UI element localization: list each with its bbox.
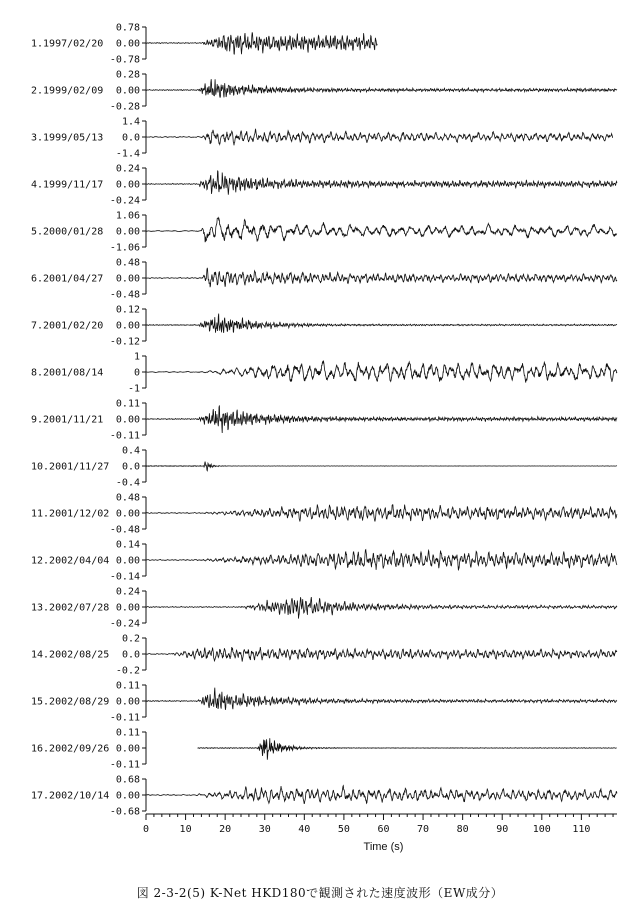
series-label: 13.2002/07/28: [31, 602, 110, 614]
y-tick-label: 1: [133, 351, 140, 363]
y-tick-label: 0.00: [115, 696, 140, 708]
y-tick-label: 0.00: [115, 555, 140, 567]
trace-9: [31, 399, 617, 442]
series-label: 10.2001/11/27: [31, 461, 110, 473]
series-label: 17.2002/10/14: [31, 790, 110, 802]
y-tick-label: 0.24: [115, 163, 140, 175]
y-tick-label: 0.11: [115, 680, 140, 692]
x-tick-label: 20: [219, 824, 232, 835]
y-tick-label: -0.2: [115, 665, 140, 677]
y-tick-label: -0.28: [109, 101, 140, 113]
x-tick-label: 10: [179, 824, 192, 835]
y-tick-label: 0.00: [115, 85, 140, 97]
y-tick-label: 0.48: [115, 492, 140, 504]
waveform-line: [146, 129, 613, 145]
trace-17: [31, 775, 617, 818]
trace-14: [31, 634, 617, 677]
y-tick-label: 0.00: [115, 179, 140, 191]
trace-5: [31, 211, 617, 254]
y-tick-label: 0.00: [115, 743, 140, 755]
series-label: 1.1997/02/20: [31, 38, 104, 50]
trace-10: [31, 446, 617, 489]
y-tick-label: 0.00: [115, 38, 140, 50]
y-tick-label: 0.00: [115, 790, 140, 802]
series-label: 6.2001/04/27: [31, 273, 104, 285]
y-tick-label: 0.00: [115, 320, 140, 332]
y-tick-label: 0.48: [115, 257, 140, 269]
y-tick-label: 1.06: [115, 210, 140, 222]
x-axis-title: Time (s): [363, 841, 404, 853]
series-label: 11.2001/12/02: [31, 508, 110, 520]
series-label: 12.2002/04/04: [31, 555, 110, 567]
y-tick-label: -0.11: [109, 759, 140, 771]
y-tick-label: -1: [127, 383, 140, 395]
y-tick-label: 0.24: [115, 586, 140, 598]
trace-1: [31, 23, 377, 66]
series-label: 8.2001/08/14: [31, 367, 104, 379]
trace-13: [31, 587, 617, 630]
y-tick-label: 0.78: [115, 22, 140, 34]
y-tick-label: -1.06: [109, 242, 140, 254]
series-label: 9.2001/11/21: [31, 414, 104, 426]
x-tick-label: 90: [496, 824, 509, 835]
y-tick-label: 0.68: [115, 774, 140, 786]
waveform-line: [146, 361, 617, 383]
x-tick-label: 60: [377, 824, 390, 835]
x-tick-label: 40: [298, 824, 311, 835]
waveform-line: [146, 79, 617, 97]
trace-16: [31, 728, 617, 771]
waveform-line: [146, 314, 617, 333]
waveform-line: [146, 786, 617, 804]
series-label: 3.1999/05/13: [31, 132, 104, 144]
y-tick-label: -0.78: [109, 54, 140, 66]
y-tick-label: -0.4: [115, 477, 140, 489]
y-tick-label: -0.11: [109, 712, 140, 724]
x-tick-label: 100: [532, 824, 551, 835]
y-tick-label: -0.24: [109, 618, 140, 630]
trace-12: [31, 540, 617, 583]
waveform-line: [146, 218, 617, 243]
waveform-line: [146, 268, 617, 287]
waveform-line: [146, 550, 617, 571]
x-tick-label: 110: [572, 824, 591, 835]
trace-2: [31, 70, 617, 113]
series-label: 2.1999/02/09: [31, 85, 104, 97]
y-tick-label: 0.4: [121, 445, 140, 457]
waveform-line: [146, 405, 617, 433]
waveform-line: [146, 462, 617, 471]
series-label: 15.2002/08/29: [31, 696, 110, 708]
y-tick-label: 0.12: [115, 304, 140, 316]
trace-8: [31, 352, 617, 395]
y-tick-label: 0.28: [115, 69, 140, 81]
y-tick-label: -1.4: [115, 148, 140, 160]
trace-4: [31, 164, 617, 207]
y-tick-label: 0.11: [115, 398, 140, 410]
x-axis: [143, 814, 617, 853]
series-label: 4.1999/11/17: [31, 179, 104, 191]
y-tick-label: 0.14: [115, 539, 140, 551]
y-tick-label: 1.4: [121, 116, 140, 128]
y-tick-label: -0.68: [109, 806, 140, 818]
trace-11: [31, 493, 617, 536]
y-tick-label: 0.2: [121, 633, 140, 645]
waveform-line: [146, 688, 617, 710]
waveform-line: [146, 597, 617, 619]
waveform-line: [146, 505, 617, 522]
y-tick-label: -0.48: [109, 289, 140, 301]
y-tick-label: 0.00: [115, 602, 140, 614]
waveform-line: [146, 32, 377, 54]
waveform-line: [146, 171, 617, 195]
trace-3: [31, 117, 613, 160]
x-tick-label: 70: [417, 824, 430, 835]
y-tick-label: 0: [133, 367, 140, 379]
y-tick-label: -0.11: [109, 430, 140, 442]
y-tick-label: 0.0: [121, 649, 140, 661]
series-label: 16.2002/09/26: [31, 743, 110, 755]
y-tick-label: -0.14: [109, 571, 140, 583]
y-tick-label: 0.00: [115, 226, 140, 238]
y-tick-label: 0.11: [115, 727, 140, 739]
y-tick-label: 0.00: [115, 414, 140, 426]
y-tick-label: -0.48: [109, 524, 140, 536]
y-tick-label: -0.24: [109, 195, 140, 207]
series-label: 14.2002/08/25: [31, 649, 110, 661]
y-tick-label: 0.0: [121, 461, 140, 473]
trace-7: [31, 305, 617, 348]
series-label: 5.2000/01/28: [31, 226, 104, 238]
y-tick-label: 0.00: [115, 273, 140, 285]
trace-15: [31, 681, 617, 724]
figure-caption: 図 2-3-2(5) K-Net HKD180で観測された速度波形（EW成分）: [136, 886, 504, 900]
trace-6: [31, 258, 617, 301]
y-tick-label: 0.0: [121, 132, 140, 144]
waveform-line: [146, 647, 617, 662]
waveform-line: [198, 738, 617, 760]
x-tick-label: 30: [258, 824, 271, 835]
series-label: 7.2001/02/20: [31, 320, 104, 332]
x-tick-label: 0: [142, 824, 150, 835]
y-tick-label: 0.00: [115, 508, 140, 520]
x-tick-label: 80: [456, 824, 469, 835]
y-tick-label: -0.12: [109, 336, 140, 348]
x-tick-label: 50: [337, 824, 350, 835]
